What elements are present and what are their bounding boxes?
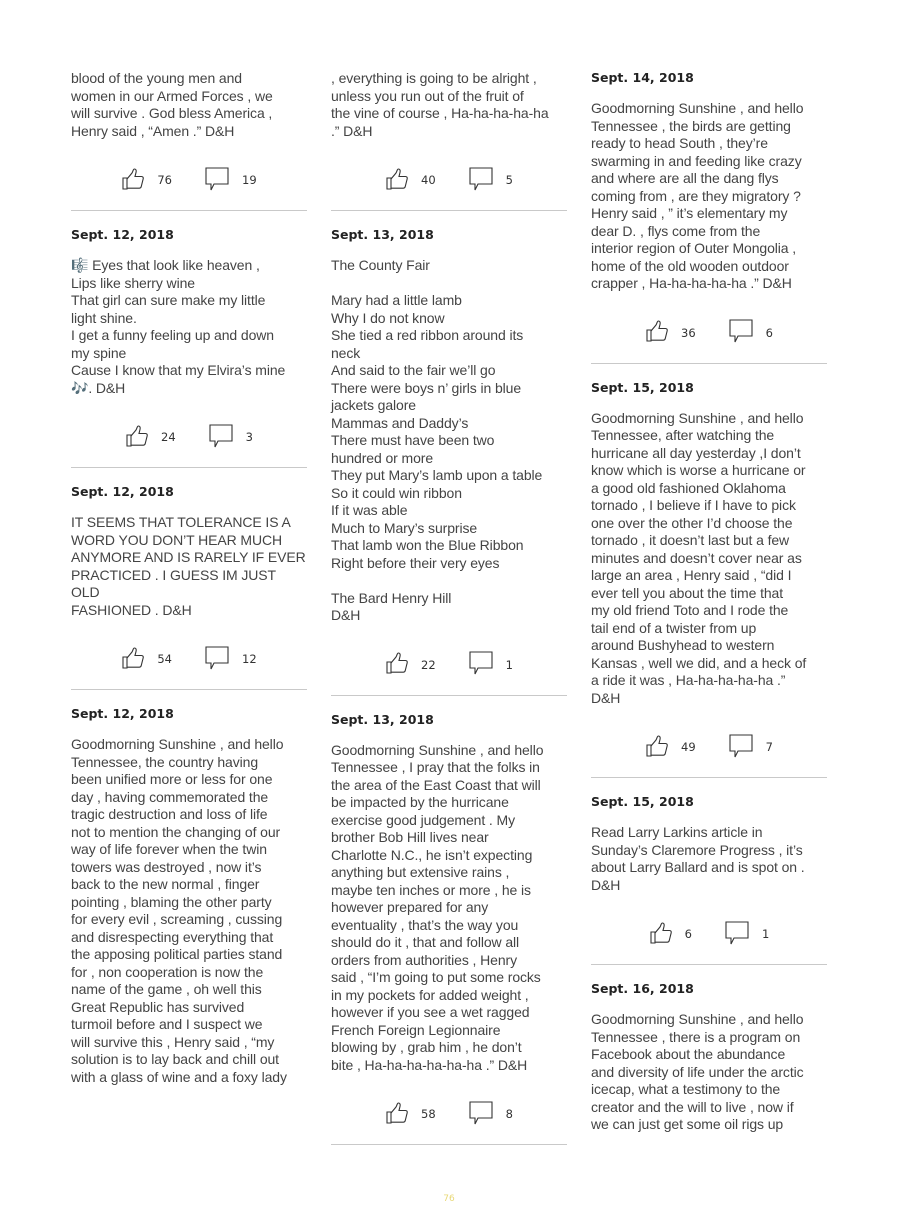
comment-count: 8 [505,1107,513,1121]
thumbs-up-icon [649,921,685,948]
post-date: Sept. 15, 2018 [591,379,694,395]
comment-button[interactable] [468,650,513,679]
comment-button[interactable] [724,920,769,949]
comment-button[interactable] [728,733,773,762]
post-body: , everything is going to be alright , unless you run out of the fruit of the vine of course , Ha-ha-ha-ha-ha .” D&H [331,70,549,139]
post [591,380,827,779]
comment-count: 12 [242,652,257,666]
post-stats [331,1100,567,1128]
comment-button[interactable] [728,318,773,347]
like-count: 36 [681,325,696,340]
thumbs-up-icon [125,424,161,451]
like-button[interactable] [125,424,176,451]
post-date: Sept. 15, 2018 [591,794,694,809]
post-body: 🎼 Eyes that look like heaven , Lips like sherry wine That girl can sure make my little light shine. I get a funny feeling up and down my spine Cause I know that my Elvira’s mine 🎶. D&H [71,257,286,396]
comment-bubble-icon [468,166,506,195]
post-body: Read Larry Larkins article in Sunday’s Claremore Progress , it’s about Larry Ballard and is spot on . D&H [591,824,805,893]
post-stats [331,166,567,194]
like-count: 58 [421,1107,436,1121]
post-date: Sept. 12, 2018 [71,484,174,499]
post-date: Sept. 14, 2018 [591,70,694,85]
like-button[interactable] [645,319,696,346]
comment-bubble-icon [468,1100,506,1129]
post [591,70,827,364]
comment-count: 5 [505,173,513,187]
comment-bubble-icon [728,318,766,347]
thumbs-up-icon [385,1101,421,1128]
like-button[interactable] [121,646,172,673]
post [71,227,307,468]
post [591,794,827,965]
comment-bubble-icon [728,733,766,762]
post-body: Goodmorning Sunshine , and hello Tennessee , I pray that the folks in the area of the East Coast that will be impacted by the hurricane exercise good judgement . My brother Bob Hill lives near Charlotte N.C., he isn’t expecting anything but extensive rains , maybe ten inches or more , he is however prepared for any eventuality , that’s the way you should do it , that and follow all orders from authorities , Henry said , “I’m going to put some rocks in my pockets for added weight , however if you see a wet ragged French Foreign Legionnaire blowing by , grab him , he don’t bite , Ha-ha-ha-ha-ha-ha .” D&H [331,741,544,1073]
comment-bubble-icon [724,920,762,949]
page-number: 76 [443,1194,455,1204]
comment-count: 19 [242,173,257,187]
comment-button[interactable] [468,1100,513,1129]
comment-button[interactable] [208,423,253,452]
post-stats [591,920,827,948]
comment-count: 3 [245,430,253,444]
post-body: Goodmorning Sunshine , and hello Tennessee, the country having been unified more or less for one day , having commemorated the tragic destruction and loss of life not to mention the changing of our way of life forever when the twin towers was destroyed , now it’s back to the new normal , finger pointing , blaming the other party for every evil , screaming , cussing and disrespecting everything that the apposing political parties stand for , non cooperation is now the name of the game , oh well this Great Republic has survived turmoil before and I suspect we will survive this , Henry said , “my solution is to lay back and chill out with a glass of wine and a foxy lady [71,736,287,1085]
comment-count: 1 [505,657,513,672]
post [331,70,567,211]
post [331,712,567,1146]
thumbs-up-icon [645,319,681,346]
like-count: 24 [161,430,176,444]
like-button[interactable] [385,651,436,678]
like-button[interactable] [645,734,696,761]
post-body: Goodmorning Sunshine , and hello Tennessee, after watching the hurricane all day yesterday ,I don’t know which is worse a hurricane or a good old fashioned Oklahoma tornado , I believe if I have to pick one over the other I’d choose the tornado , it doesn’t last but a few minutes and doesn’t cover near as large an area , Henry said , “did I ever tell you about the time that my old friend Toto and I rode the tail end of a twister from up around Bushyhead to western Kansas , well we did, and a heck of a ride it was , Ha-ha-ha-ha-ha .” D&H [591,409,807,706]
post [71,706,307,1086]
post-stats [71,645,307,673]
comment-bubble-icon [208,423,246,452]
post-stats [331,651,567,679]
post-body: Goodmorning Sunshine , and hello Tennessee , the birds are getting ready to head South , they’re swarming in and feeding like crazy and where are all the dang flys coming from , are they migratory ? Henry said , ” it’s elementary my dear D. , flys come from the interior region of Outer Mongolia , home of the old wooden outdoor crapper , Ha-ha-ha-ha-ha .” D&H [591,100,804,291]
comment-bubble-icon [204,645,242,674]
thumbs-up-icon [121,646,157,673]
like-button[interactable] [385,1101,436,1128]
comment-button[interactable] [468,166,513,195]
thumbs-up-icon [385,651,421,678]
post-stats [591,319,827,347]
post-body: IT SEEMS THAT TOLERANCE IS A WORD YOU DON’T HEAR MUCH ANYMORE AND IS RARELY IF EVER PRACTICED . I GUESS IM JUST OLD FASHIONED . D&H [71,514,306,618]
post [591,981,827,1134]
post [71,70,307,211]
post-date: Sept. 12, 2018 [71,227,174,242]
post-date: Sept. 12, 2018 [71,706,174,721]
post-date: Sept. 13, 2018 [331,227,434,242]
comment-button[interactable] [204,166,257,195]
column-2 [331,70,567,1161]
like-count: 6 [684,927,692,941]
like-button[interactable] [649,921,692,948]
like-button[interactable] [121,167,172,194]
comment-count: 1 [762,927,770,941]
like-count: 22 [421,657,436,672]
like-count: 54 [157,652,172,666]
comment-count: 7 [765,740,773,754]
column-1 [71,70,307,1086]
post-body: Goodmorning Sunshine , and hello Tennessee , there is a program on Facebook about the abundance and diversity of life under the arctic icecap, what a testimony to the creator and the will to live , now if we can just get some oil rigs up [591,1011,804,1132]
post-stats [71,166,307,194]
thumbs-up-icon [385,167,421,194]
comment-bubble-icon [468,650,506,679]
post-stats [591,733,827,761]
post [71,484,307,690]
post-body: blood of the young men and women in our Armed Forces , we will survive . God bless America , Henry said , “Amen .” D&H [71,70,273,139]
like-count: 49 [681,740,696,754]
like-count: 76 [157,173,172,187]
thumbs-up-icon [645,734,681,761]
post-body: The County Fair Mary had a little lamb Why I do not know She tied a red ribbon around its neck And said to the fair we’ll go There were boys n’ girls in blue jackets galore Mammas and Daddy’s There must have been two hundred or more They put Mary’s lamb upon a table So it could win ribbon If it was able Much to Mary’s surprise That lamb won the Blue Ribbon Right before their very eyes The Bard Henry Hill D&H [331,257,543,623]
comment-button[interactable] [204,645,257,674]
column-3 [591,70,827,1134]
like-count: 40 [421,173,436,187]
comment-count: 6 [765,325,773,340]
like-button[interactable] [385,167,436,194]
post-date: Sept. 16, 2018 [591,981,694,996]
post-stats [71,423,307,451]
comment-bubble-icon [204,166,242,195]
thumbs-up-icon [121,167,157,194]
post [331,227,567,696]
post-date: Sept. 13, 2018 [331,711,434,727]
